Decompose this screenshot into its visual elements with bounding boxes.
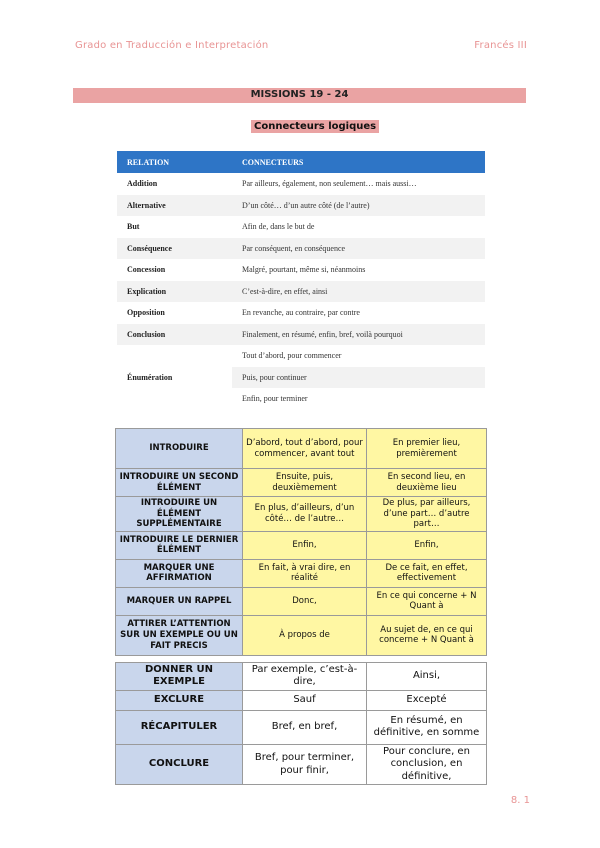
table-row bbox=[117, 259, 485, 281]
function-cell: INTRODUIRE LE DERNIER ÉLÉMENT bbox=[116, 531, 243, 559]
header-left-course: Grado en Traducción e Interpretación bbox=[75, 40, 269, 51]
header-right-subject: Francés III bbox=[474, 40, 527, 51]
relation-cell: Concession bbox=[127, 265, 166, 275]
table-row bbox=[117, 195, 485, 217]
expression-cell: En premier lieu, premièrement bbox=[367, 429, 487, 469]
connectors-table bbox=[117, 151, 485, 410]
header-relation: RELATION bbox=[117, 151, 232, 173]
function-cell: DONNER UN EXEMPLE bbox=[116, 662, 243, 690]
table-row bbox=[117, 324, 485, 346]
mission-banner bbox=[73, 88, 526, 103]
relation-cell: Opposition bbox=[127, 308, 165, 318]
table-row bbox=[116, 497, 487, 532]
expression-cell: Pour conclure, en conclusion, en définitive, bbox=[367, 744, 487, 785]
expression-cell: Par exemple, c’est-à-dire, bbox=[243, 662, 367, 690]
expression-cell: En ce qui concerne + N Quant à bbox=[367, 587, 487, 615]
function-cell: INTRODUIRE UN SECOND ÉLÉMENT bbox=[116, 469, 243, 497]
function-cell: ATTIRER L’ATTENTION SUR UN EXEMPLE OU UN FAIT PRECIS bbox=[116, 615, 243, 655]
expression-cell: En résumé, en définitive, en somme bbox=[367, 710, 487, 744]
expression-cell: D’abord, tout d’abord, pour commencer, avant tout bbox=[243, 429, 367, 469]
table-row bbox=[116, 662, 487, 690]
connector-cell: Tout d’abord, pour commencer bbox=[242, 351, 342, 361]
connector-cell: Afin de, dans le but de bbox=[242, 222, 315, 232]
connector-cell: Finalement, en résumé, enfin, bref, voilà pourquoi bbox=[232, 324, 485, 346]
table-gap bbox=[116, 655, 487, 662]
connector-cell: Par ailleurs, également, non seulement… mais aussi… bbox=[242, 179, 417, 189]
function-cell: CONCLURE bbox=[116, 744, 243, 785]
table-row bbox=[116, 690, 487, 710]
expression-cell: Ensuite, puis, deuxièmement bbox=[243, 469, 367, 497]
expression-cell: Enfin, bbox=[367, 531, 487, 559]
expression-cell: Bref, pour terminer, pour finir, bbox=[243, 744, 367, 785]
connector-cell: Malgré, pourtant, même si, néanmoins bbox=[242, 265, 366, 275]
expression-cell: Au sujet de, en ce qui concerne + N Quant à bbox=[367, 615, 487, 655]
table-row bbox=[117, 238, 485, 260]
connector-cell: D’un côté… d’un autre côté (de l’autre) bbox=[232, 195, 485, 217]
function-cell: INTRODUIRE UN ÉLÉMENT SUPPLÉMENTAIRE bbox=[116, 497, 243, 532]
relation-cell: Alternative bbox=[117, 195, 232, 217]
connector-cell: C’est-à-dire, en effet, ainsi bbox=[232, 281, 485, 303]
expression-cell: À propos de bbox=[243, 615, 367, 655]
page-number: 8. 1 bbox=[510, 795, 530, 806]
table-row bbox=[116, 587, 487, 615]
table-row bbox=[116, 469, 487, 497]
table-row bbox=[117, 216, 485, 238]
relation-cell: Conclusion bbox=[117, 324, 232, 346]
expression-cell: En plus, d’ailleurs, d’un côté… de l’autre… bbox=[243, 497, 367, 532]
function-cell: MARQUER UN RAPPEL bbox=[116, 587, 243, 615]
table-row bbox=[117, 345, 485, 367]
expression-cell: Donc, bbox=[243, 587, 367, 615]
expression-cell: Enfin, bbox=[243, 531, 367, 559]
expression-cell: Ainsi, bbox=[367, 662, 487, 690]
expression-cell: De ce fait, en effet, effectivement bbox=[367, 559, 487, 587]
relation-cell: Conséquence bbox=[117, 238, 232, 260]
expression-cell: En fait, à vrai dire, en réalité bbox=[243, 559, 367, 587]
function-cell: RÉCAPITULER bbox=[116, 710, 243, 744]
table-row bbox=[116, 710, 487, 744]
expressions-table bbox=[115, 428, 487, 785]
expression-cell: Sauf bbox=[243, 690, 367, 710]
connector-cell: Par conséquent, en conséquence bbox=[232, 238, 485, 260]
function-cell: INTRODUIRE bbox=[116, 429, 243, 469]
table-row bbox=[116, 429, 487, 469]
function-cell: EXCLURE bbox=[116, 690, 243, 710]
table-row bbox=[116, 615, 487, 655]
table-row bbox=[117, 302, 485, 324]
expression-cell: Excepté bbox=[367, 690, 487, 710]
expression-cell: Bref, en bref, bbox=[243, 710, 367, 744]
connector-cell: Enfin, pour terminer bbox=[242, 394, 308, 404]
mission-title: MISSIONS 19 - 24 bbox=[250, 89, 349, 100]
function-cell: MARQUER UNE AFFIRMATION bbox=[116, 559, 243, 587]
relation-cell: But bbox=[127, 222, 140, 232]
table-row bbox=[116, 531, 487, 559]
table-row bbox=[117, 173, 485, 195]
relation-cell: Addition bbox=[127, 179, 158, 189]
table-header-row bbox=[117, 151, 485, 173]
relation-cell: Explication bbox=[117, 281, 232, 303]
connector-cell: En revanche, au contraire, par contre bbox=[242, 308, 360, 318]
connector-cell: Puis, pour continuer bbox=[232, 367, 485, 389]
expression-cell: En second lieu, en deuxième lieu bbox=[367, 469, 487, 497]
table-row bbox=[117, 281, 485, 303]
header-connecteurs: CONNECTEURS bbox=[232, 151, 485, 173]
table-row bbox=[116, 559, 487, 587]
table-row bbox=[116, 744, 487, 785]
relation-cell: Énumération bbox=[127, 372, 173, 382]
expression-cell: De plus, par ailleurs, d’une part… d’autre part… bbox=[367, 497, 487, 532]
section-title: Connecteurs logiques bbox=[251, 120, 379, 133]
